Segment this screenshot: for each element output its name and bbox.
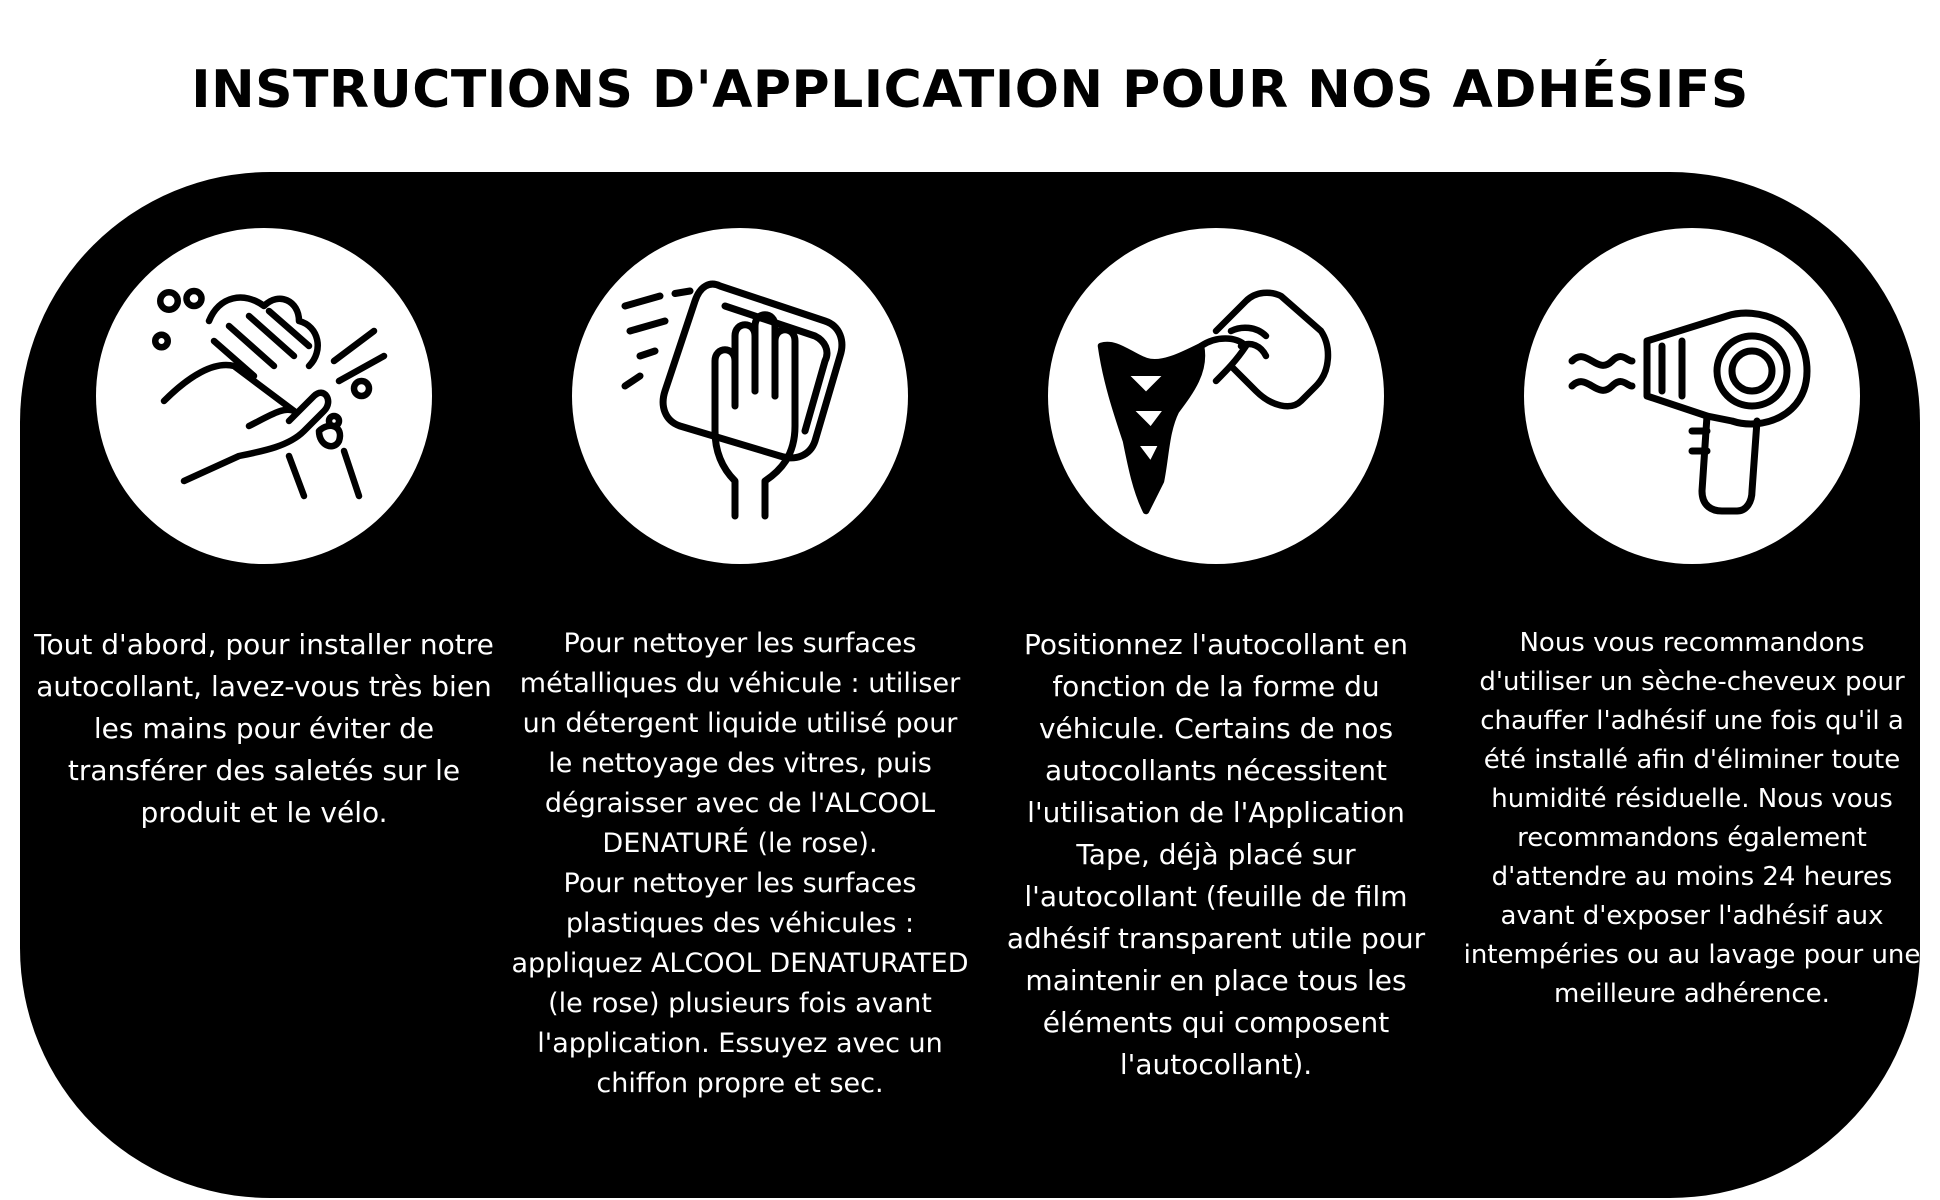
step-2-paragraph-2: Pour nettoyer les surfaces plastiques des véhicules : appliquez ALCOOL DENATURATED (le rose) plusieurs fois avant l'application. Essuyez avec un chiffon propre et sec. [511, 868, 969, 1099]
step-3-text [986, 624, 1446, 1086]
step-3-paragraph: Positionnez l'autocollant en fonction de la forme du véhicule. Certains de nos autocollants nécessitent l'utilisation de l'Application Tape, déjà placé sur l'autocollant (feuille de film adhésif transparent utile pour maintenir en place tous les éléments qui composent l'autocollant). [1006, 628, 1426, 1081]
step-1-text [34, 624, 494, 834]
step-2-paragraph-1: Pour nettoyer les surfaces métalliques du véhicule : utiliser un détergent liquide utilisé pour le nettoyage des vitres, puis dégraisser avec de l'ALCOOL DENATURÉ (le rose). [519, 628, 961, 859]
step-4-text [1462, 624, 1922, 1014]
step-2-icon-circle [572, 228, 908, 564]
wipe-cloth-icon [615, 271, 865, 521]
hair-dryer-icon [1567, 271, 1817, 521]
instructions-panel [20, 172, 1920, 1198]
hand-wash-icon [139, 271, 389, 521]
step-1-icon-circle [96, 228, 432, 564]
page-title: INSTRUCTIONS D'APPLICATION POUR NOS ADHÉSIFS [191, 60, 1749, 120]
step-4-paragraph: Nous vous recommandons d'utiliser un sèche-cheveux pour chauffer l'adhésif une fois qu'il a été installé afin d'éliminer toute humidité résiduelle. Nous vous recommandons également d'attendre au moins 24 heures avant d'exposer l'adhésif aux intempéries ou au lavage pour une meilleure adhérence. [1463, 628, 1921, 1009]
sticker-peel-icon [1091, 271, 1341, 521]
step-1-paragraph: Tout d'abord, pour installer notre autocollant, lavez-vous très bien les mains pour éviter de transférer des saletés sur le produit et le vélo. [34, 628, 494, 829]
step-2-text [510, 624, 970, 1104]
step-3-icon-circle [1048, 228, 1384, 564]
step-4-icon-circle [1524, 228, 1860, 564]
